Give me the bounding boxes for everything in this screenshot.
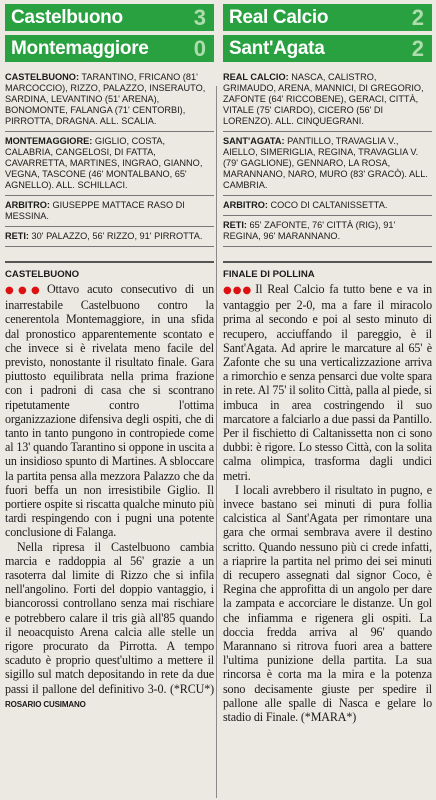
home-team-name: Real Calcio (229, 6, 329, 28)
article-paragraph: ●●● Il Real Calcio fa tutto bene e va in vantaggio per 2-0, ma a fare il miracolo prima al secondo e poi al sesto minuto di recupero, acciuffando il pareggio, è il Sant'Agata. Ad aprire le marcature al 65' è Zafonte che su una verticalizzazione arriva a rimorchio e senza pensarci due volte spara in rete. Al 75' il solito Città, palla al piede, si imbuca in area costringendo il suo marcatore a falciarlo a due passi da Pantillo. Per il fischietto di Caltanissetta non ci sono dubbi: è rigore. Lo stesso Città, con la solita calma olimpica, trasforma dagli undici metri. (223, 282, 432, 483)
home-lineup-players: NASCA, CALISTRO, GRIMAUDO, ARENA, MANNICI, DI GREGORIO, ZAFONTE (64' RICCOBENE), GERACI, CITTÀ, VITALE (75' CIARDO), CICERO (56' DI LORENZO). ALL. CINQUEGRANI. (223, 72, 424, 126)
home-team-score: 2 (411, 4, 424, 30)
home-team-score: 3 (193, 4, 206, 30)
article-paragraph: Nella ripresa il Castelbuono cambia marcia e raddoppia al 56' grazie a un rasoterra dal limite di Rizzo che si infila nell'angolino. Forti del doppio vantaggio, i biancorossi controllano senza mai rischiare e potrebbero calare il tris già all'85 quando il neoacquisto Arena calcia alle stelle un rigore procurato da Pirrotta. A tempo scaduto è proprio quest'ultimo a mettere il sigillo sul match depositando in rete da due passi il pallone del definitivo 3-0. (*RCU*) ROSARIO CUSIMANO (5, 539, 214, 709)
away-team-name: Sant'Agata (229, 37, 325, 59)
referee-line (223, 196, 432, 216)
home-lineup-team: CASTELBUONO: (5, 72, 80, 82)
home-lineup (223, 62, 432, 132)
left-column (5, 0, 214, 712)
away-lineup-team: MONTEMAGGIORE: (5, 136, 93, 146)
article-author: ROSARIO CUSIMANO (5, 699, 86, 709)
goals-label: RETI: (5, 231, 29, 241)
referee-label: ARBITRO: (223, 200, 268, 210)
home-team-bar (223, 4, 432, 31)
home-lineup-players: TARANTINO, FRICANO (81' MARCOCCIO), RIZZO, PALAZZO, INSERAUTO, SARDINA, LEVANTINO (51' ARENA), BONOMONTE, FALANGA (71' CENTORBI), PIRROTTA, DRAGNA. ALL. SCALIA. (5, 72, 206, 126)
referee-label: ARBITRO: (5, 200, 50, 210)
away-team-bar (5, 35, 214, 62)
away-team-score: 0 (193, 35, 206, 61)
referee-line (5, 196, 214, 227)
away-lineup-team: SANT'AGATA: (223, 136, 285, 146)
away-team-bar (223, 35, 432, 62)
goals-label: RETI: (223, 220, 247, 230)
away-lineup-players: GIGLIO, COSTA, CALABRIA, CANGELOSI, DI FATTA, CAVARRETTA, MARTINES, INGRAO, GIANNO, VEGNA, TASCONE (46' MONTALBANO, 65' AGNELLO). ALL. SCHILLACI. (5, 136, 203, 190)
referee-name: COCO DI CALTANISSETTA. (267, 200, 388, 210)
rating-dots-icon: ●●● (223, 285, 253, 296)
referee-name: GIUSEPPE MATTACE RASO DI MESSINA. (5, 200, 185, 221)
home-team-name: Castelbuono (11, 6, 123, 28)
article-body (223, 282, 432, 724)
article-paragraph: I locali avrebbero il risultato in pugno, e invece bastano sei minuti di pura follia calcistica al Sant'Agata per rimontare una gara che ormai sembrava avere il destino scritto. Quando nessuno più ci crede infatti, a riaprire la partita nel primo dei sei minuti di recupero assegnati dal signor Coco, è Regina che approfitta di un angolo per dare la zampata e accorciare le distanze. Un gol che infiamma e rigenera gli ospiti. La doccia fredda arriva al 96' quando Marannano si ritrova fuori area a battere l'ultima punizione della partita. La sua rincorsa è corta ma la mira e la potenza sono decisamente giuste per spedire il pallone alle spalle di Nasca e gelare lo stadio di Finale. (*MARA*) (223, 482, 432, 725)
goals-list: 65' ZAFONTE, 76' CITTÀ (RIG), 91' REGINA, 96' MARANNANO. (223, 220, 396, 241)
home-lineup-team: REAL CALCIO: (223, 72, 289, 82)
away-lineup (223, 132, 432, 196)
right-column (223, 0, 432, 724)
away-lineup (5, 132, 214, 196)
rating-dots-icon: ●●● (5, 285, 44, 296)
article-section-title: CASTELBUONO (5, 261, 214, 282)
home-lineup (5, 62, 214, 132)
goals-line (5, 227, 214, 247)
away-team-name: Montemaggiore (11, 37, 149, 59)
home-team-bar (5, 4, 214, 31)
away-team-score: 2 (411, 35, 424, 61)
article-body (5, 282, 214, 712)
goals-line (223, 216, 432, 247)
away-lineup-players: PANTILLO, TRAVAGLIA V., AIELLO, SIMERIGLIA, REGINA, TRAVAGLIA V. (79' GAGLIONE), GENNARO, LA ROSA, MARANNANO, NARO, MURO (83' GRACÒ). ALL. CAMBRIA. (223, 136, 428, 190)
column-divider (216, 86, 217, 798)
article-section-title: FINALE DI POLLINA (223, 261, 432, 282)
article-paragraph: ●●● Ottavo acuto consecutivo di un inarrestabile Castelbuono contro la cenerentola Montemaggiore, in una sfida dal pronostico apparentemente scontato e che invece si è rivelata meno facile del previsto, nonostante il risultato finale. Gara piuttosto equilibrata nella prima frazione con i padroni di casa che si scontrano ripetutamente contro l'ottima organizzazione difensiva degli ospiti, che di tanto in tanto pungono in contropiede come al 13' quando Tarantino si oppone in uscita a un insidioso spunto di Martines. A sbloccare la partita pensa alla mezzora Palazzo che da fuori beffa un non irresistibile Giglio. Il portiere ospite si riscatta qualche minuto più tardi respingendo con i pugni una potente conclusione di Falanga. (5, 282, 214, 540)
goals-list: 30' PALAZZO, 56' RIZZO, 91' PIRROTTA. (29, 231, 203, 241)
